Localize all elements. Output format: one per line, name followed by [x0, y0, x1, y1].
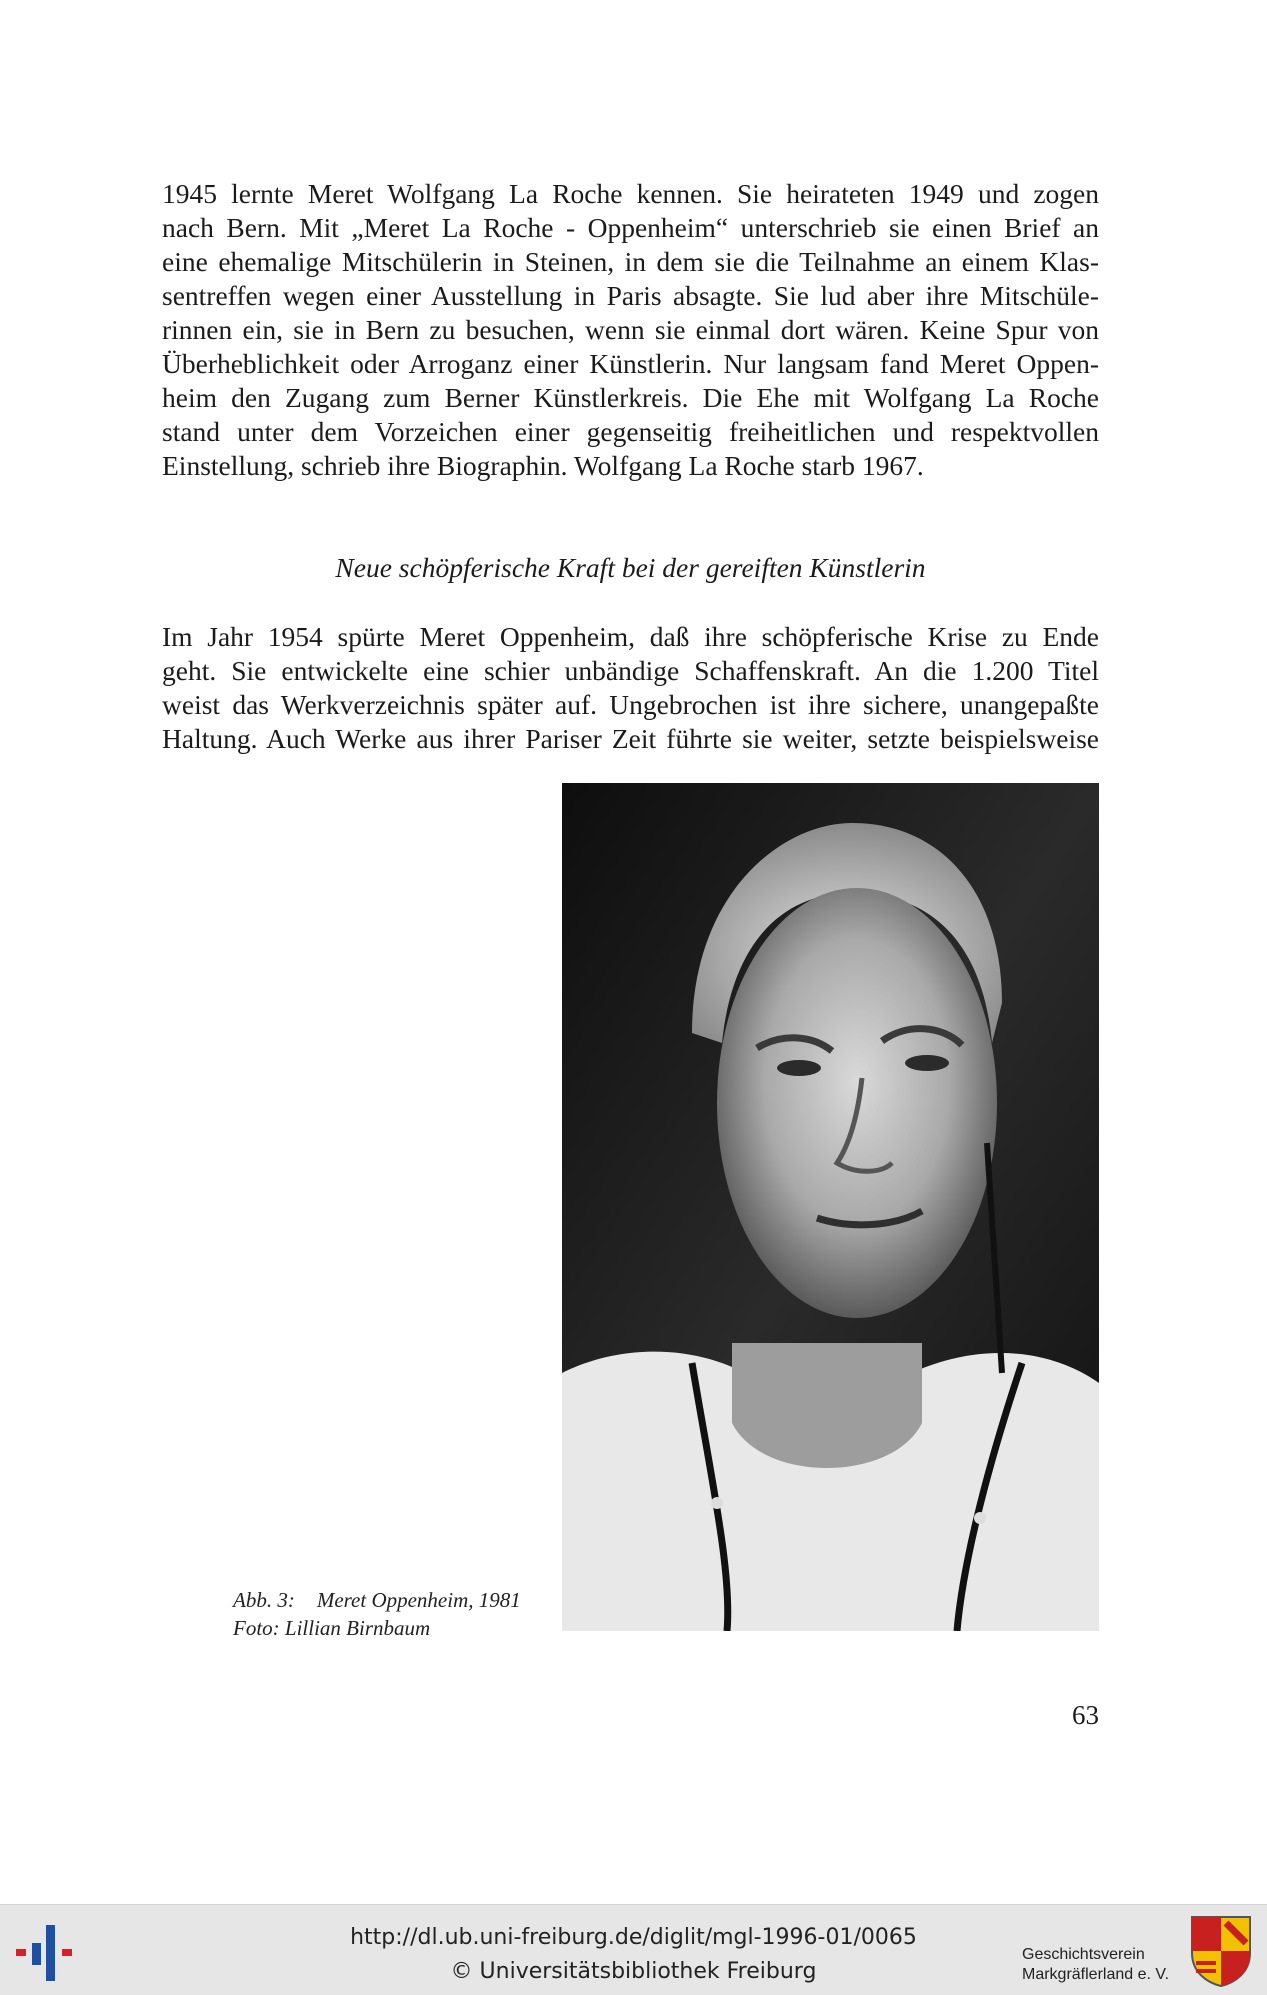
text-line: heim den Zugang zum Berner Künstlerkreis. Die Ehe mit Wolfgang La Roche — [162, 382, 1099, 413]
text-line: 1945 lernte Meret Wolfgang La Roche kennen. Sie heirateten 1949 und zogen — [162, 178, 1099, 209]
footer-bar — [0, 1904, 1267, 1995]
text-line: Überheblichkeit oder Arroganz einer Künstlerin. Nur langsam fand Meret Oppen- — [162, 348, 1099, 379]
text-line: geht. Sie entwickelte eine schier unbändige Schaffenskraft. An die 1.200 Titel — [162, 655, 1099, 686]
paragraph-1 — [162, 177, 1099, 483]
portrait-image — [562, 783, 1099, 1631]
page-number: 63 — [1072, 1700, 1099, 1730]
text-line: Im Jahr 1954 spürte Meret Oppenheim, daß ihre schöpferische Krise zu Ende — [162, 621, 1099, 652]
text-line: eine ehemalige Mitschülerin in Steinen, in dem sie die Teilnahme an einem Klas- — [162, 246, 1099, 277]
document-url-link[interactable]: http://dl.ub.uni-freiburg.de/diglit/mgl-1996-01/0065 — [350, 1925, 917, 1950]
copyright-text: © Universitätsbibliothek Freiburg — [450, 1959, 817, 1984]
section-heading: Neue schöpferische Kraft bei der gereiften Künstlerin — [335, 552, 926, 583]
paragraph-2 — [162, 620, 1099, 756]
coat-of-arms-icon[interactable] — [1190, 1915, 1252, 1987]
caption-credit: Foto: Lillian Birnbaum — [233, 1616, 431, 1640]
society-name-line1: Geschichtsverein — [1022, 1946, 1145, 1963]
society-name — [1022, 1945, 1169, 1985]
figure-caption — [233, 1586, 543, 1642]
text-line: Haltung. Auch Werke aus ihrer Pariser Zeit führte sie weiter, setzte beispielsweise — [162, 723, 1099, 754]
text-line: stand unter dem Vorzeichen einer gegenseitig freiheitlichen und respektvollen — [162, 416, 1099, 447]
text-line: weist das Werkverzeichnis später auf. Ungebrochen ist ihre sichere, unangepaßte — [162, 689, 1099, 720]
text-line: rinnen ein, sie in Bern zu besuchen, wenn sie einmal dort wären. Keine Spur von — [162, 314, 1099, 345]
portrait-photo — [562, 783, 1099, 1631]
society-name-line2: Markgräflerland e. V. — [1022, 1966, 1170, 1983]
caption-title: Meret Oppenheim, 1981 — [316, 1588, 521, 1612]
text-line: nach Bern. Mit „Meret La Roche - Oppenheim“ unterschrieb sie einen Brief an — [162, 212, 1099, 243]
text-line: sentreffen wegen einer Ausstellung in Paris absagte. Sie lud aber ihre Mitschüle- — [162, 280, 1099, 311]
caption-label: Abb. 3: — [233, 1588, 295, 1612]
text-line: Einstellung, schrieb ihre Biographin. Wolfgang La Roche starb 1967. — [162, 450, 924, 481]
